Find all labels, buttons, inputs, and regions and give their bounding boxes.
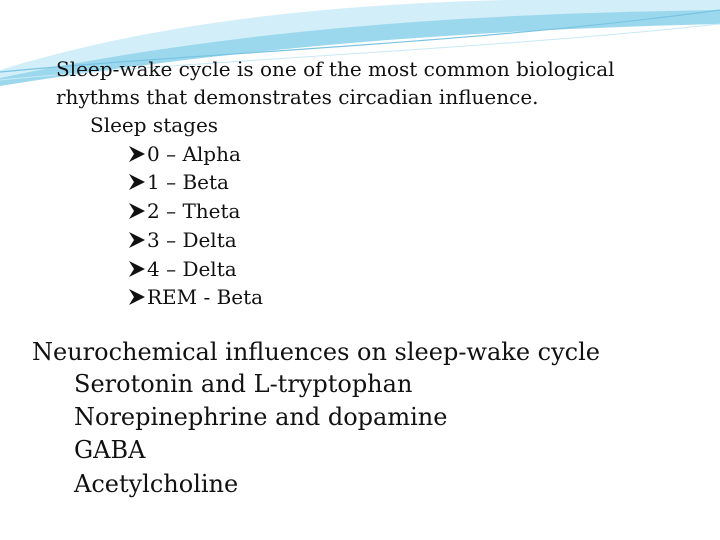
arrow-bullet-icon — [128, 261, 145, 277]
sleep-stage-label: 0 – Alpha — [147, 142, 241, 166]
arrow-bullet-icon — [128, 289, 145, 305]
sleep-stage-label: 2 – Theta — [147, 199, 241, 223]
sleep-stage-item — [128, 168, 229, 196]
neurochemical-heading: Neurochemical influences on sleep-wake cycle — [32, 338, 600, 366]
neurochemical-item: Norepinephrine and dopamine — [74, 403, 448, 431]
sleep-stage-label: REM - Beta — [147, 285, 264, 309]
arrow-bullet-icon — [128, 203, 145, 219]
neurochemical-item: GABA — [74, 436, 146, 464]
sleep-stage-item — [128, 255, 237, 283]
sleep-stage-label: 3 – Delta — [147, 228, 237, 252]
intro-line-1: Sleep-wake cycle is one of the most common biological — [56, 57, 615, 81]
sleep-stages-heading: Sleep stages — [90, 113, 219, 137]
sleep-stage-label: 1 – Beta — [147, 170, 229, 194]
arrow-bullet-icon — [128, 146, 145, 162]
neurochemical-item: Acetylcholine — [74, 470, 239, 498]
sleep-stage-item — [128, 140, 241, 168]
neurochemical-item: Serotonin and L-tryptophan — [74, 370, 413, 398]
sleep-stage-item — [128, 197, 240, 225]
arrow-bullet-icon — [128, 174, 145, 190]
arrow-bullet-icon — [128, 232, 145, 248]
sleep-stage-label: 4 – Delta — [147, 257, 237, 281]
intro-line-2: rhythms that demonstrates circadian influence. — [56, 85, 539, 109]
sleep-stage-item — [128, 283, 263, 311]
sleep-stage-item — [128, 226, 237, 254]
